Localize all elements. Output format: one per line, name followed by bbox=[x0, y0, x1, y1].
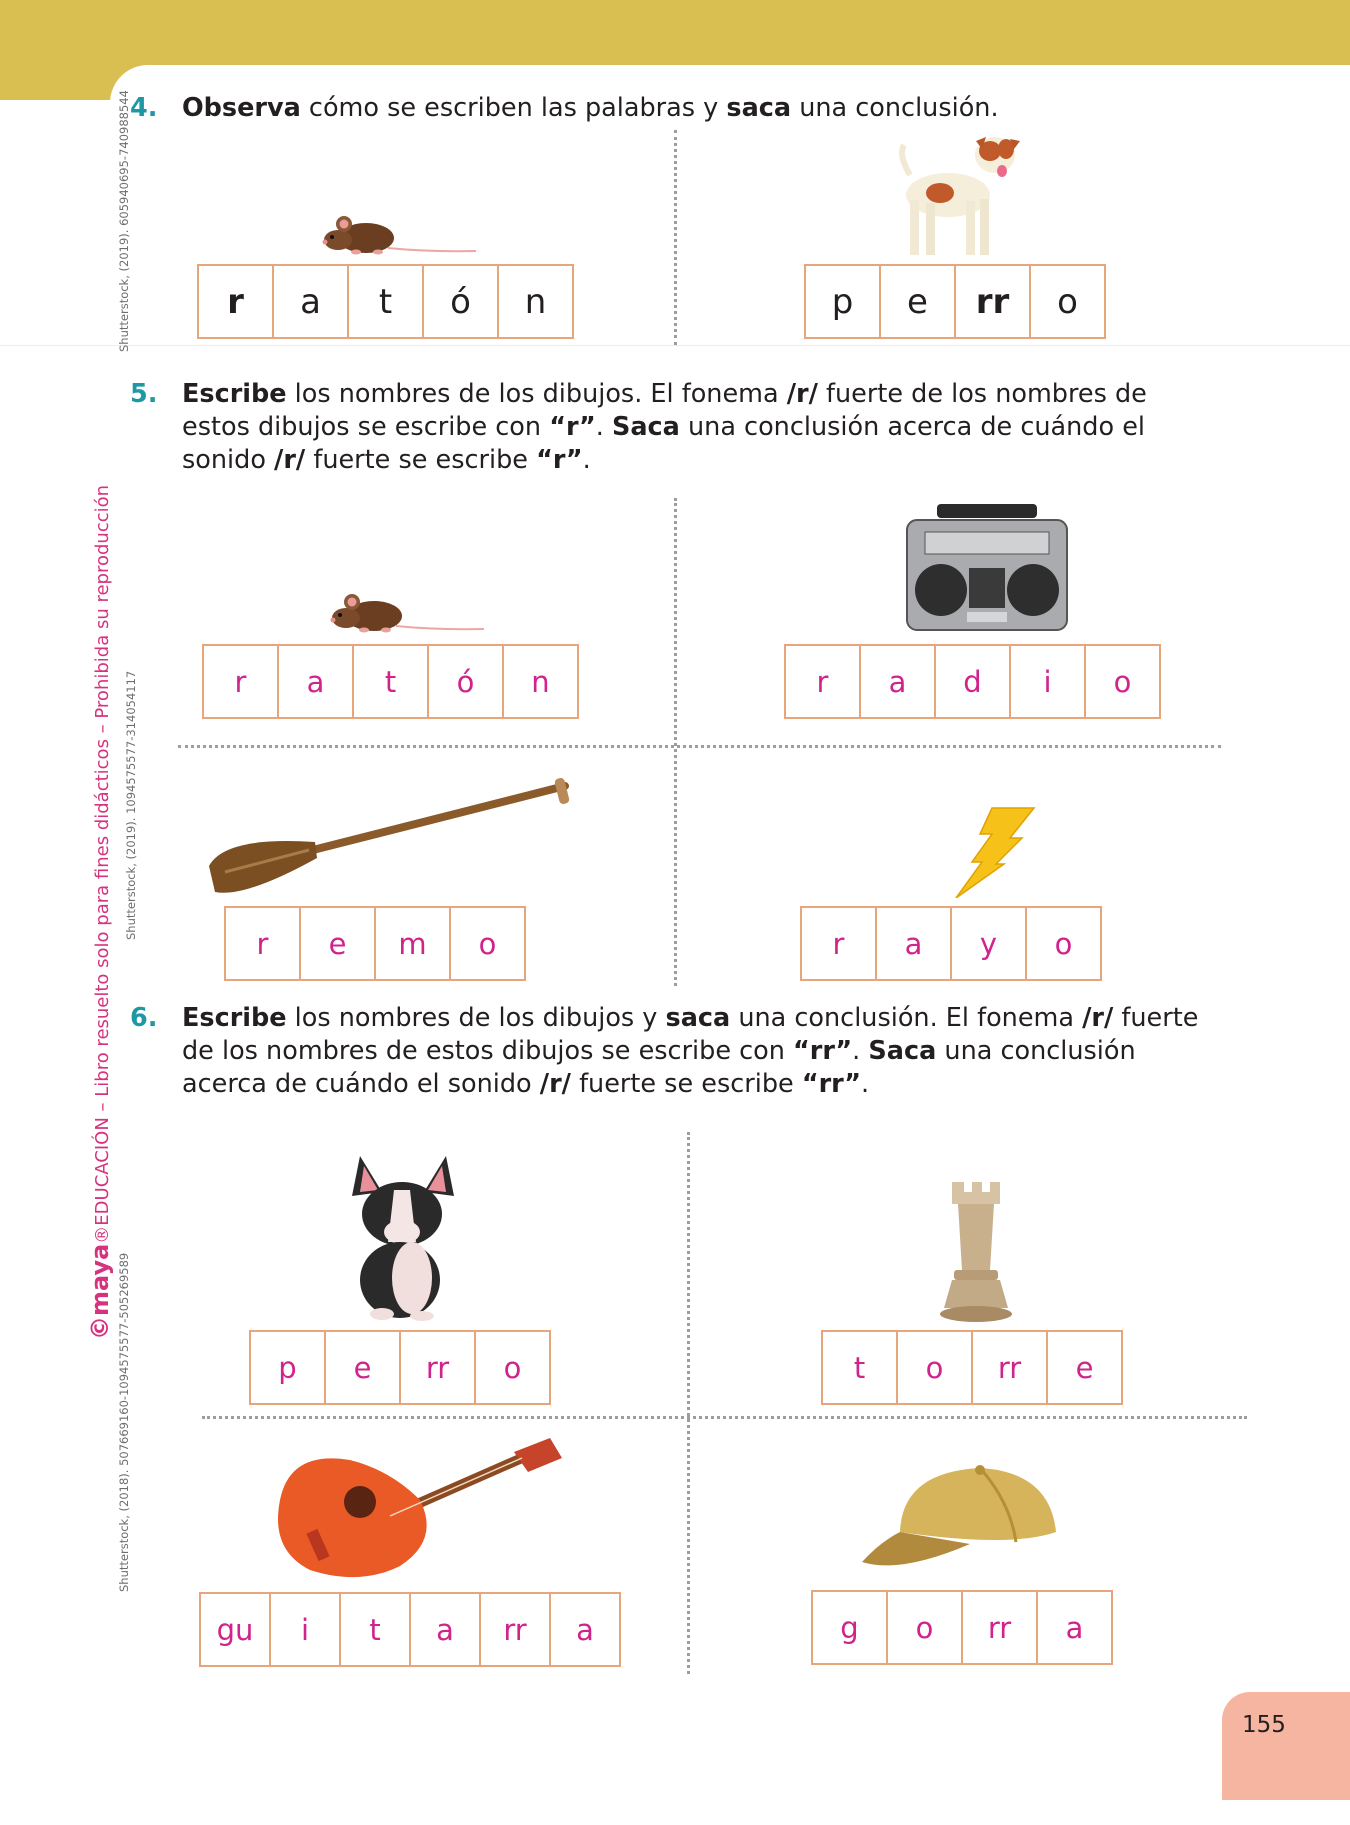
letter-box: e bbox=[299, 906, 376, 981]
letter-box: r bbox=[784, 644, 861, 719]
radio-icon bbox=[903, 502, 1071, 634]
letter-box: a bbox=[1036, 1590, 1113, 1665]
word-boxes-radio bbox=[784, 644, 1161, 719]
letter-box: y bbox=[950, 906, 1027, 981]
dotted-divider bbox=[178, 745, 1221, 748]
letter-box: o bbox=[1029, 264, 1106, 339]
mouse-icon bbox=[318, 212, 478, 260]
letter-box: p bbox=[804, 264, 881, 339]
letter-box: o bbox=[474, 1330, 551, 1405]
letter-box: a bbox=[875, 906, 952, 981]
letter-box: t bbox=[821, 1330, 898, 1405]
letter-box: n bbox=[502, 644, 579, 719]
letter-box: a bbox=[409, 1592, 481, 1667]
word-boxes-guitarra bbox=[199, 1592, 621, 1667]
letter-box: a bbox=[549, 1592, 621, 1667]
page-number-tab bbox=[1222, 1692, 1350, 1800]
chess-rook-icon bbox=[938, 1180, 1014, 1324]
letter-box: e bbox=[1046, 1330, 1123, 1405]
question-4 bbox=[130, 92, 1210, 132]
letter-box: r bbox=[197, 264, 274, 339]
question-number: 6. bbox=[130, 1003, 158, 1033]
cap-icon bbox=[860, 1462, 1060, 1576]
letter-box: rr bbox=[399, 1330, 476, 1405]
letter-box: a bbox=[272, 264, 349, 339]
word-boxes-torre bbox=[821, 1330, 1123, 1405]
letter-box: t bbox=[352, 644, 429, 719]
word-boxes-rayo bbox=[800, 906, 1102, 981]
question-text: Escribe los nombres de los dibujos y saca una conclusión. El fonema /r/ fuerte de los nombres de estos dibujos se escribe con “rr”. Saca una conclusión acerca de cuándo el sonido /r/ fuerte se escribe “rr”. bbox=[182, 1003, 1199, 1099]
dog-icon bbox=[890, 135, 1030, 263]
letter-box: rr bbox=[961, 1590, 1038, 1665]
word-boxes-raton bbox=[202, 644, 579, 719]
letter-box: e bbox=[324, 1330, 401, 1405]
question-text: Escribe los nombres de los dibujos. El fonema /r/ fuerte de los nombres de estos dibujos se escribe con “r”. Saca una conclusión acerca de cuándo el sonido /r/ fuerte se escribe “r”. bbox=[182, 379, 1147, 475]
letter-box: o bbox=[896, 1330, 973, 1405]
letter-box: n bbox=[497, 264, 574, 339]
word-boxes-gorra bbox=[811, 1590, 1113, 1665]
letter-box: g bbox=[811, 1590, 888, 1665]
letter-box: ó bbox=[422, 264, 499, 339]
letter-box: a bbox=[859, 644, 936, 719]
word-boxes-perro bbox=[804, 264, 1106, 339]
letter-box: e bbox=[879, 264, 956, 339]
section-divider bbox=[0, 345, 1350, 346]
question-5 bbox=[130, 378, 1210, 488]
letter-box: rr bbox=[954, 264, 1031, 339]
letter-box: a bbox=[277, 644, 354, 719]
letter-box: o bbox=[449, 906, 526, 981]
question-number: 4. bbox=[130, 93, 158, 123]
word-boxes-raton bbox=[197, 264, 574, 339]
letter-box: o bbox=[1025, 906, 1102, 981]
letter-box: rr bbox=[971, 1330, 1048, 1405]
question-6 bbox=[130, 1002, 1210, 1112]
letter-box: p bbox=[249, 1330, 326, 1405]
publisher-notice: ©maya®EDUCACIÓN – Libro resuelto solo para fines didácticos – Prohibida su reproducción bbox=[86, 484, 114, 1340]
publisher-logo: ©maya bbox=[86, 1243, 114, 1340]
letter-box: i bbox=[269, 1592, 341, 1667]
letter-box: r bbox=[202, 644, 279, 719]
word-boxes-remo bbox=[224, 906, 526, 981]
bulldog-icon bbox=[342, 1152, 468, 1322]
letter-box: ó bbox=[427, 644, 504, 719]
letter-box: t bbox=[347, 264, 424, 339]
lightning-icon bbox=[952, 806, 1036, 898]
letter-box: o bbox=[886, 1590, 963, 1665]
photo-credit: Shutterstock, (2018). 507669160-1094575577-505269589 bbox=[117, 1252, 131, 1592]
guitar-icon bbox=[270, 1430, 568, 1586]
oar-icon bbox=[205, 776, 577, 898]
letter-box: gu bbox=[199, 1592, 271, 1667]
letter-box: i bbox=[1009, 644, 1086, 719]
photo-credit: Shutterstock, (2019). 605940695-740988544 bbox=[117, 90, 131, 352]
letter-box: t bbox=[339, 1592, 411, 1667]
dotted-divider bbox=[674, 498, 677, 986]
photo-credit: Shutterstock, (2019). 1094575577-314054117 bbox=[124, 670, 138, 940]
dotted-divider bbox=[202, 1416, 1247, 1419]
dotted-divider bbox=[687, 1132, 690, 1674]
question-text: Observa cómo se escriben las palabras y saca una conclusión. bbox=[182, 93, 999, 123]
dotted-divider bbox=[674, 130, 677, 345]
letter-box: r bbox=[224, 906, 301, 981]
mouse-icon bbox=[326, 590, 486, 638]
letter-box: m bbox=[374, 906, 451, 981]
word-boxes-perro bbox=[249, 1330, 551, 1405]
letter-box: r bbox=[800, 906, 877, 981]
question-number: 5. bbox=[130, 379, 158, 409]
page-number: 155 bbox=[1242, 1712, 1286, 1738]
letter-box: o bbox=[1084, 644, 1161, 719]
letter-box: rr bbox=[479, 1592, 551, 1667]
letter-box: d bbox=[934, 644, 1011, 719]
